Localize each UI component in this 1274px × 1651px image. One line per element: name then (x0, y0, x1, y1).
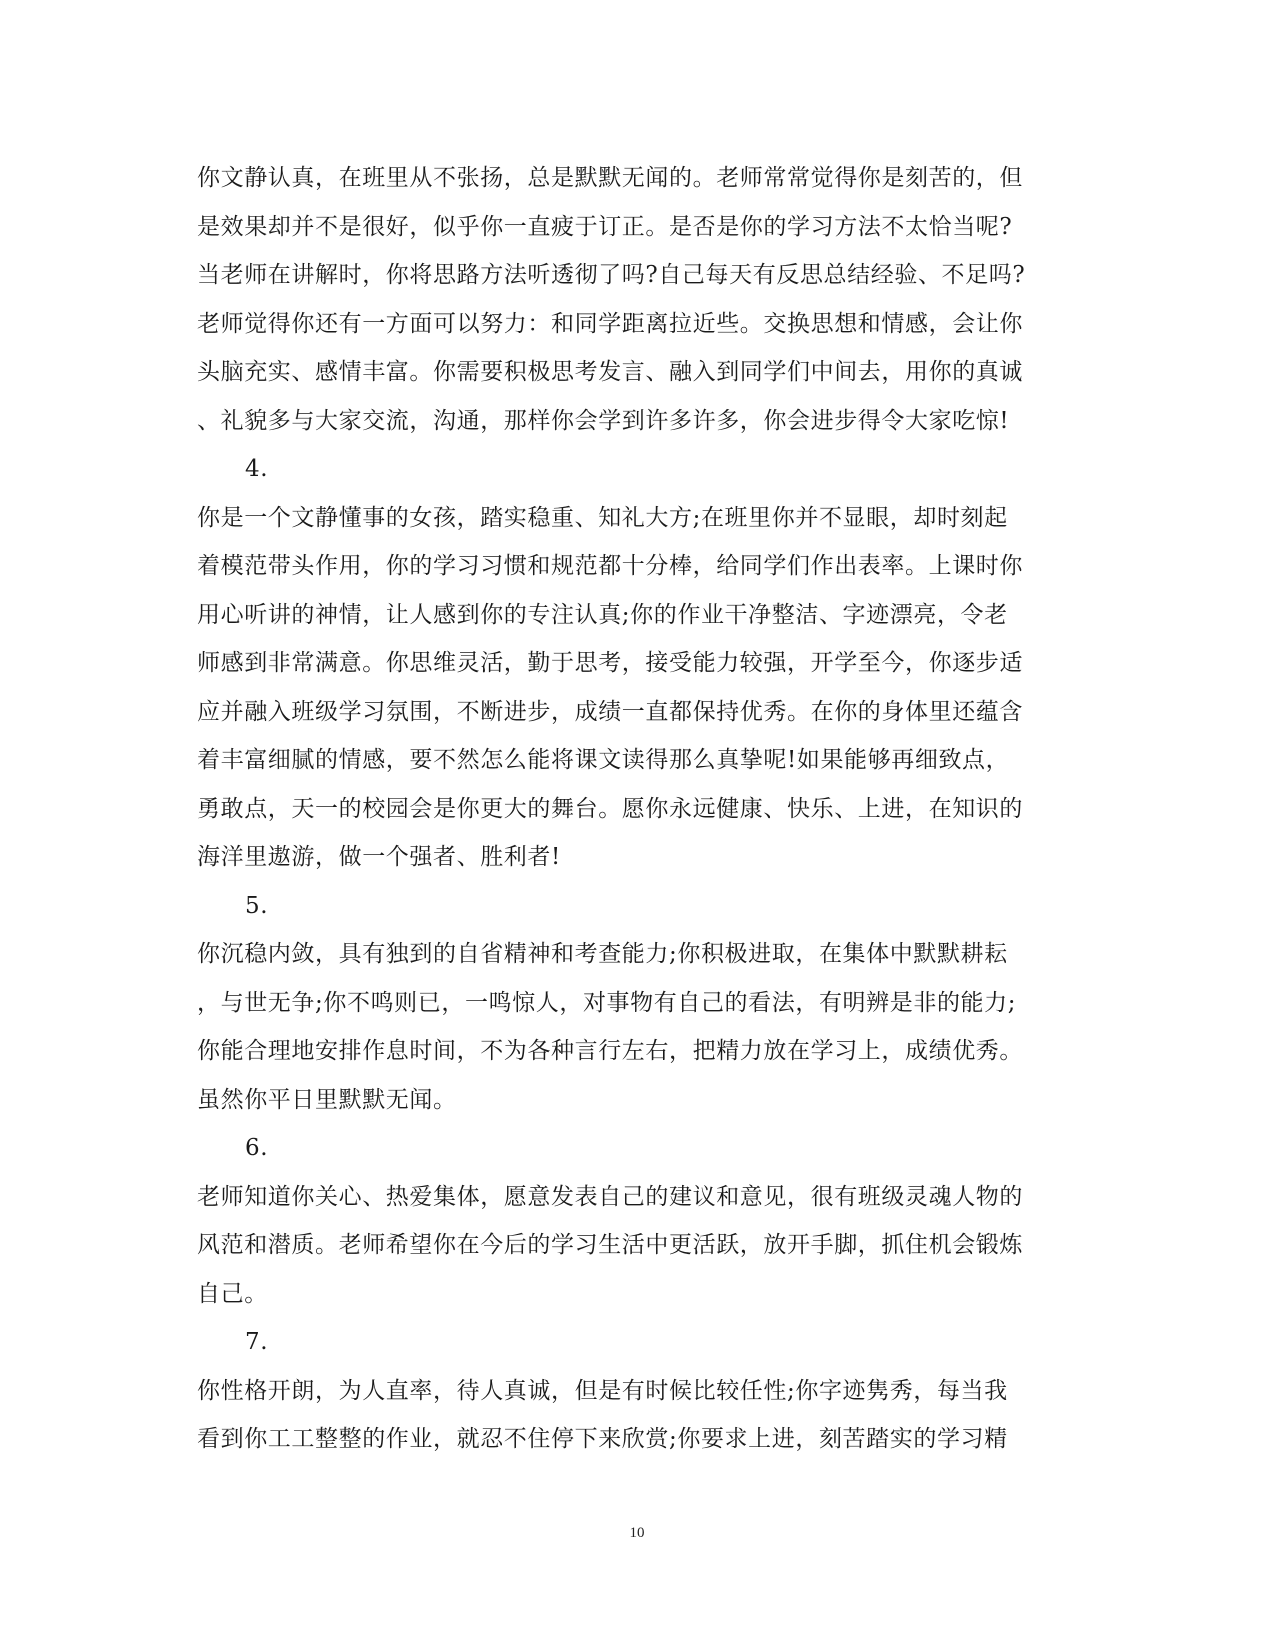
text-line: 你能合理地安排作息时间，不为各种言行左右，把精力放在学习上，成绩优秀。 (197, 1038, 1023, 1064)
text-line: ，与世无争;你不鸣则已，一鸣惊人，对事物有自己的看法，有明辨是非的能力; (197, 989, 1017, 1016)
page-number: 10 (629, 1525, 645, 1541)
text-line: 师感到非常满意。你思维灵活，勤于思考，接受能力较强，开学至今，你逐步适 (197, 650, 1023, 676)
text-line: 、礼貌多与大家交流，沟通，那样你会学到许多许多，你会进步得令大家吃惊! (197, 407, 1010, 434)
text-line: 虽然你平日里默默无闻。 (197, 1086, 457, 1113)
text-line: 自己。 (197, 1280, 268, 1307)
text-line: 你性格开朗，为人直率，待人真诚，但是有时候比较任性;你字迹隽秀，每当我 (197, 1377, 1008, 1404)
text-line: 海洋里遨游，做一个强者、胜利者! (197, 844, 561, 870)
text-line: 风范和潜质。老师希望你在今后的学习生活中更活跃，放开手脚，抓住机会锻炼 (197, 1232, 1023, 1258)
document-body (197, 154, 1077, 1464)
text-line: 你文静认真，在班里从不张扬，总是默默无闻的。老师常常觉得你是刻苦的，但 (197, 165, 1023, 191)
text-line: 用心听讲的神情，让人感到你的专注认真;你的作业干净整洁、字迹漂亮，令老 (197, 601, 1008, 628)
text-line: 你是一个文静懂事的女孩，踏实稳重、知礼大方;在班里你并不显眼，却时刻起 (197, 504, 1008, 531)
text-line: 老师知道你关心、热爱集体，愿意发表自己的建议和意见，很有班级灵魂人物的 (197, 1183, 1023, 1210)
item-number: 5. (245, 892, 269, 919)
item-number: 7. (245, 1329, 269, 1355)
item-number: 6. (245, 1135, 269, 1161)
text-line: 头脑充实、感情丰富。你需要积极思考发言、融入到同学们中间去，用你的真诚 (197, 359, 1023, 385)
text-line: 应并融入班级学习氛围，不断进步，成绩一直都保持优秀。在你的身体里还蕴含 (197, 698, 1023, 725)
text-line: 着丰富细腻的情感，要不然怎么能将课文读得那么真挚呢!如果能够再细致点， (197, 747, 1010, 773)
text-line: 当老师在讲解时，你将思路方法听透彻了吗?自己每天有反思总结经验、不足吗? (197, 262, 1026, 288)
text-line: 看到你工工整整的作业，就忍不住停下来欣赏;你要求上进，刻苦踏实的学习精 (197, 1426, 1008, 1452)
text-line: 勇敢点，天一的校园会是你更大的舞台。愿你永远健康、快乐、上进，在知识的 (197, 795, 1023, 822)
text-line: 你沉稳内敛，具有独到的自省精神和考查能力;你积极进取，在集体中默默耕耘 (197, 941, 1008, 967)
text-line: 着模范带头作用，你的学习习惯和规范都十分棒，给同学们作出表率。上课时你 (197, 553, 1023, 579)
text-line: 老师觉得你还有一方面可以努力：和同学距离拉近些。交换思想和情感，会让你 (197, 310, 1023, 337)
item-number: 4. (245, 456, 269, 482)
text-line: 是效果却并不是很好，似乎你一直疲于订正。是否是你的学习方法不太恰当呢? (197, 213, 1013, 240)
